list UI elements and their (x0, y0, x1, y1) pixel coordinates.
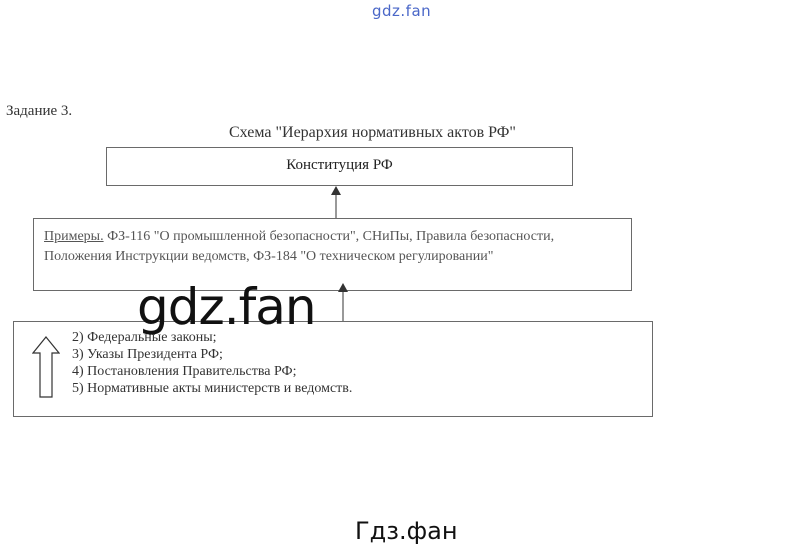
level-item: 2) Федеральные законы; (72, 330, 217, 345)
hollow-up-arrow-icon (32, 336, 60, 398)
levels-list (72, 329, 352, 397)
examples-label: Примеры. (44, 229, 104, 244)
connector-arrow-upper (330, 186, 342, 219)
connector-arrow-lower (337, 283, 349, 321)
constitution-box (106, 147, 573, 186)
level-item: 4) Постановления Правительства РФ; (72, 364, 297, 379)
level-item: 5) Нормативные акты министерств и ведомств. (72, 381, 353, 396)
level-item: 3) Указы Президента РФ; (72, 347, 223, 362)
examples-content: ФЗ-116 "О промышленной безопасности", СНиПы, Правила безопасности, Положения Инструкции ведомств, ФЗ-184 "О техническом регулировании" (44, 229, 555, 264)
levels-box (13, 321, 653, 417)
diagram-title: Схема "Иерархия нормативных актов РФ" (229, 124, 516, 141)
examples-text (44, 227, 604, 267)
task-label: Задание 3. (6, 103, 73, 119)
constitution-label: Конституция РФ (286, 157, 393, 173)
examples-box (33, 218, 632, 291)
watermark-middle: gdz.fan (137, 278, 316, 336)
watermark-bottom: Гдз.фан (355, 517, 458, 545)
watermark-top: gdz.fan (372, 2, 432, 20)
